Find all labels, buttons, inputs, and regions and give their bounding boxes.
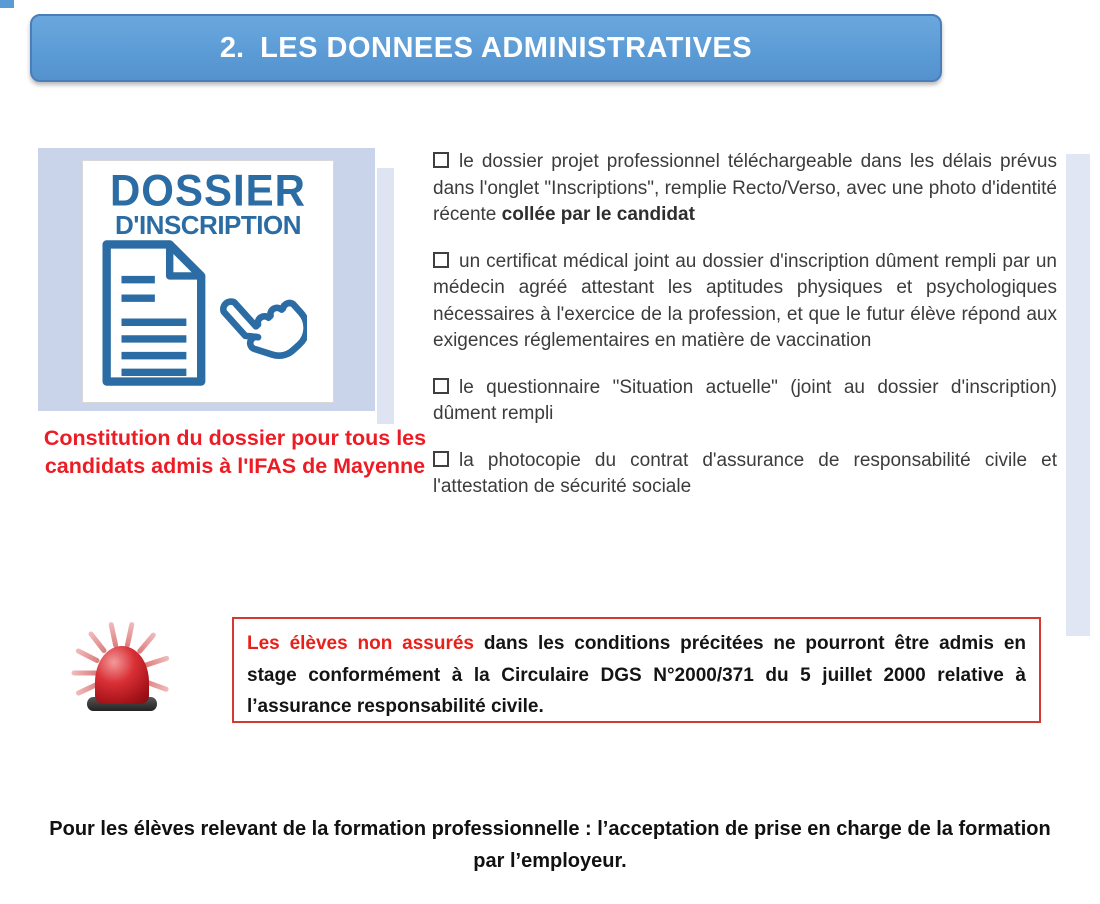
section-number: 2. bbox=[219, 31, 245, 64]
checkbox-icon bbox=[433, 152, 449, 168]
dossier-logo-subtitle: D'INSCRIPTION bbox=[114, 210, 302, 240]
dossier-inscription-image[interactable] bbox=[82, 160, 334, 403]
checklist-item bbox=[433, 249, 1057, 355]
alert-highlight: Les élèves non assurés bbox=[247, 633, 484, 654]
alert-text bbox=[247, 628, 1026, 723]
checkbox-icon bbox=[433, 252, 449, 268]
checklist-item-text: la photocopie du contrat d'assurance de responsabilité civile et l'attestation de sécurité sociale bbox=[433, 449, 1057, 497]
checklist-item bbox=[433, 375, 1057, 428]
dossier-logo-title: DOSSIER bbox=[109, 165, 307, 216]
checkbox-icon bbox=[433, 378, 449, 394]
checklist-item-bold-text: collée par le candidat bbox=[501, 204, 695, 225]
siren-ray bbox=[108, 622, 118, 648]
checklist-item-text: le questionnaire "Situation actuelle" (joint au dossier d'inscription) dûment rempli bbox=[433, 376, 1057, 424]
footer-line-1: Pour les élèves relevant de la formation professionnelle : l’acceptation de prise en charge de la formation bbox=[49, 818, 1051, 840]
section-title-banner bbox=[30, 14, 942, 82]
pointer-hand-icon bbox=[203, 279, 307, 383]
siren-ray bbox=[75, 648, 100, 664]
figure-caption: Constitution du dossier pour tous les candidats admis à l'IFAS de Mayenne bbox=[43, 426, 427, 478]
siren-ray bbox=[124, 622, 134, 648]
siren-dome bbox=[95, 646, 149, 704]
siren-ray bbox=[72, 671, 98, 676]
right-shadow-strip bbox=[1066, 154, 1090, 636]
alert-body: dans les conditions précitées ne pourront être admis en stage conformément à la Circulaire DGS N°2000/371 du 5 juillet 2000 relative à l’assurance responsabilité civile. bbox=[247, 633, 1026, 717]
figure-shadow-strip bbox=[377, 168, 394, 424]
corner-decoration bbox=[0, 0, 14, 8]
checklist-item bbox=[433, 448, 1057, 501]
footer-line-2: par l’employeur. bbox=[473, 850, 627, 872]
checklist-item-text: le dossier projet professionnel téléchargeable dans les délais prévus dans l'onglet "Inscriptions", remplie Recto/Verso, avec une photo d'identité récente bbox=[433, 151, 1057, 225]
document-icon bbox=[97, 237, 209, 389]
checklist bbox=[433, 149, 1057, 521]
checklist-item bbox=[433, 149, 1057, 229]
footer-note bbox=[0, 813, 1100, 877]
checkbox-icon bbox=[433, 451, 449, 467]
siren-ray bbox=[144, 655, 170, 668]
section-title: LES DONNEES ADMINISTRATIVES bbox=[260, 31, 753, 64]
insurance-alert-box bbox=[232, 617, 1041, 723]
checklist-item-text: un certificat médical joint au dossier d'inscription dûment rempli par un médecin agréé attestant les aptitudes physiques et psychologiques nécessaires à l'exercice de la profession, et que le futur élève répond aux exigences réglementaires en matière de vaccination bbox=[433, 250, 1057, 351]
siren-ray bbox=[88, 630, 108, 654]
siren-icon bbox=[45, 618, 195, 718]
siren-ray bbox=[136, 632, 157, 655]
